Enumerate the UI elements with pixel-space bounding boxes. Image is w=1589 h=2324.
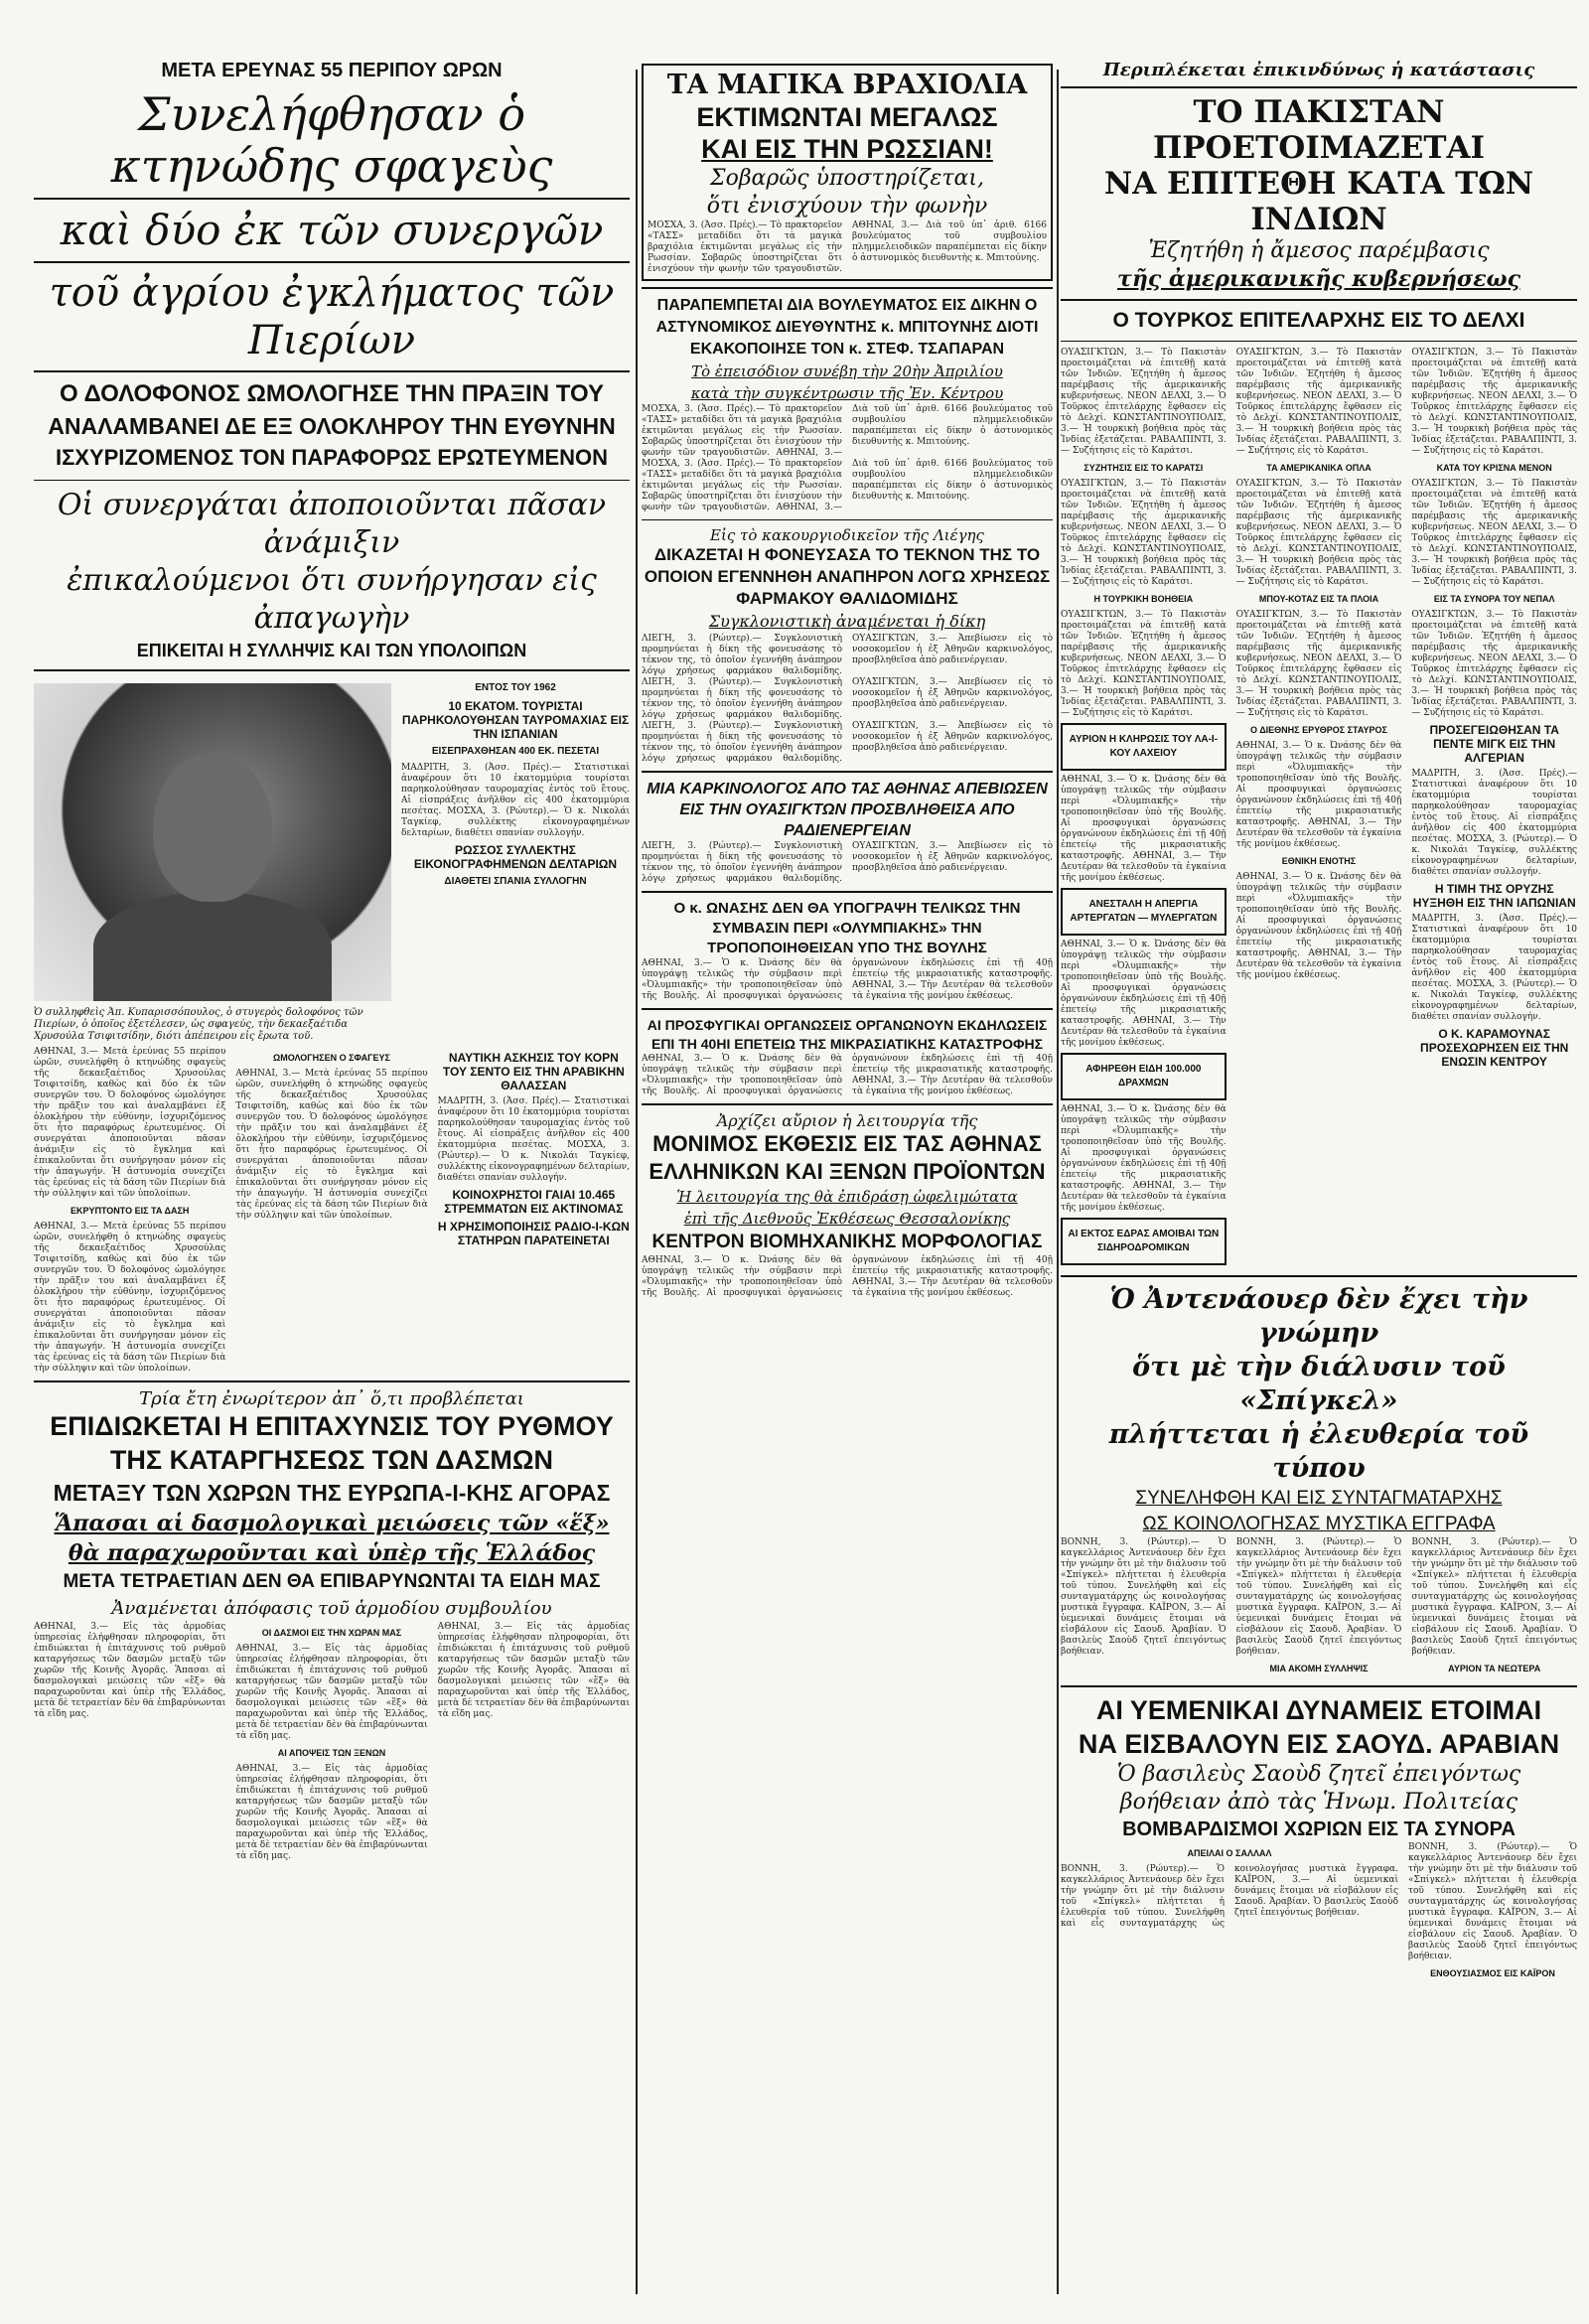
subhead-operation: Ἡ λειτουργία της θὰ ἐπιδράσῃ ὠφελιμώτατα (676, 1188, 1018, 1206)
photo-shirt (93, 892, 332, 1001)
tariff-body-2: ΑΘΗΝΑΙ, 3.— Εἰς τὰς ἁρμοδίας ὑπηρεσίας ἐλήφθησαν πληροφορίαι, ὅτι ἐπιδιώκεται ἡ ἐπιτάχυνσις τοῦ ρυθμοῦ καταργήσεως τῶν δασμῶν μεταξὺ τῶν χωρῶν τῆς Κοινῆς Ἀγορᾶς. Ἅπασαι αἱ δασμολογικαὶ μειώσεις τῶν «ἕξ» θὰ παραχωροῦνται καὶ ὑπὲρ τῆς Ἑλλάδος, μετὰ δὲ τετραετίαν δὲν θὰ ἐπιβαρύνωνται τὰ εἴδη μας. (235, 1644, 428, 1741)
side-headline-migs: ΠΡΟΣΕΓΕΙΩΘΗΣΑΝ ΤΑ ΠΕΝΤΕ ΜΙΓΚ ΕΙΣ ΤΗΝ ΑΛΓΕΡΙΑΝ (1429, 723, 1559, 765)
bracelets-body: ΜΟΣΧΑ, 3. (Ἀσσ. Πρές).— Τὸ πρακτορεῖον «ΤΑΣΣ» μεταδίδει ὅτι τὰ μαγικὰ βραχιόλια ἐκτιμῶνται μεγάλως εἰς τὴν Ρωσσίαν. Σοβαρῶς ὑποστηρίζεται ὅτι ἐνισχύουν τὴν φωνὴν τῶν τραγουδιστῶν. ΑΘΗΝΑΙ, 3.— Διὰ τοῦ ὑπ᾿ ἀριθ. 6166 βουλεύματος τοῦ συμβουλίου πλημμελειοδικῶν παραπέμπεται εἰς δίκην ὁ ἀστυνομικὸς διευθυντὴς κ. Μπιτούνης. (648, 220, 1047, 274)
photo-section (34, 677, 630, 1007)
column-middle (642, 60, 1053, 2304)
divider (34, 1380, 630, 1382)
divider (642, 1008, 1053, 1010)
subhead-gathering: κατὰ τὴν συγκέντρωσιν τῆς Ἐν. Κέντρου (690, 384, 1004, 402)
trial-body: ΛΙΕΓΗ, 3. (Ρώυτερ).— Συγκλονιστικὴ προμηνύεται ἡ δίκη τῆς φονευσάσης τὸ τέκνον της, τὸ ὁποῖον ἐγεννήθη ἀνάπηρον λόγῳ χρήσεως φαρμάκου θαλιδομίδης. ΟΥΑΣΙΓΚΤΩΝ, 3.— Ἀπεβίωσεν εἰς τὸ νοσοκομεῖον ἡ ἐξ Ἀθηνῶν καρκινολόγος, προσβληθεῖσα ἀπὸ ραδιενέργειαν. (642, 634, 1053, 676)
box-lottery-title: ΑΥΡΙΟΝ Η ΚΛΗΡΩΣΙΣ ΤΟΥ ΛΑ-Ι-ΚΟΥ ΛΑΧΕΙΟΥ (1069, 734, 1219, 759)
subhead-claim: ΙΣΧΥΡΙΖΟΜΕΝΟΣ ΤΟΝ ΠΑΡΑΦΟΡΩΣ ΕΡΩΤΕΥΜΕΝΟΝ (55, 445, 609, 470)
headline-tariffs-1: ΕΠΙΔΙΩΚΕΤΑΙ Η ΕΠΙΤΑΧΥΝΣΙΣ ΤΟΥ ΡΥΘΜΟΥ (50, 1411, 614, 1441)
minihead-foreign-views: ΑΙ ΑΠΟΨΕΙΣ ΤΩΝ ΞΕΝΩΝ (277, 1748, 386, 1758)
tariff-body-3: ΑΘΗΝΑΙ, 3.— Εἰς τὰς ἁρμοδίας ὑπηρεσίας ἐλήφθησαν πληροφορίαι, ὅτι ἐπιδιώκεται ἡ ἐπιτάχυνσις τοῦ ρυθμοῦ καταργήσεως τῶν δασμῶν μεταξὺ τῶν χωρῶν τῆς Κοινῆς Ἀγορᾶς. Ἅπασαι αἱ δασμολογικαὶ μειώσεις τῶν «ἕξ» θὰ παραχωροῦνται καὶ ὑπὲρ τῆς Ἑλλάδος, μετὰ δὲ τετραετίαν δὲν θὰ ἐπιβαρύνωνται τὰ εἴδη μας. (235, 1764, 428, 1861)
side-headline-collector: ΡΩΣΣΟΣ ΣΥΛΛΕΚΤΗΣ ΕΙΚΟΝΟΓΡΑΦΗΜΕΝΩΝ ΔΕΛΤΑΡΙΩΝ (413, 843, 618, 871)
tariff-body: ΑΘΗΝΑΙ, 3.— Εἰς τὰς ἁρμοδίας ὑπηρεσίας ἐλήφθησαν πληροφορίαι, ὅτι ἐπιδιώκεται ἡ ἐπιτάχυνσις τοῦ ρυθμοῦ καταργήσεως τῶν δασμῶν μεταξὺ τῶν χωρῶν τῆς Κοινῆς Ἀγορᾶς. Ἅπασαι αἱ δασμολογικαὶ μειώσεις τῶν «ἕξ» θὰ παραχωροῦνται καὶ ὑπὲρ τῆς Ἑλλάδος, μετὰ δὲ τετραετίαν δὲν θὰ ἐπιβαρύνωνται τὰ εἴδη μας. (34, 1622, 226, 1719)
subhead-trial: Συγκλονιστικὴ ἀναμένεται ἡ δίκη (708, 612, 986, 631)
headline-pakistan: ΤΟ ΠΑΚΙΣΤΑΝ ΠΡΟΕΤΟΙΜΑΖΕΤΑΙ (1152, 94, 1486, 166)
headline-products: ΕΛΛΗΝΙΚΩΝ ΚΑΙ ΞΕΝΩΝ ΠΡΟΪΟΝΤΩΝ (649, 1159, 1046, 1184)
adenauer-columns (1061, 1537, 1577, 1679)
pakistan-body-7: ΟΥΑΣΙΓΚΤΩΝ, 3.— Τὸ Πακιστὰν προετοιμάζεται νὰ ἐπιτεθῇ κατὰ τῶν Ἰνδιῶν. Ἐζητήθη ἡ ἄμεσος παρέμβασις τῆς ἀμερικανικῆς κυβερνήσεως. ΝΕΟΝ ΔΕΛΧΙ, 3.— Ὁ Τοῦρκος ἐπιτελάρχης ἔφθασεν εἰς τὸ Δελχί. ΚΩΝΣΤΑΝΤΙΝΟΥΠΟΛΙΣ, 3.— Ἡ τουρκικὴ βοήθεια πρὸς τὰς Ἰνδίας ἐξετάζεται. ΡΑΒΑΛΠΙΝΤΙ, 3.— Συζήτησις εἰς τὸ Καράτσι. (1411, 348, 1577, 456)
minihead-our-country: ΟΙ ΔΑΣΜΟΙ ΕΙΣ ΤΗΝ ΧΩΡΑΝ ΜΑΣ (261, 1628, 402, 1638)
tariff-body-4: ΑΘΗΝΑΙ, 3.— Εἰς τὰς ἁρμοδίας ὑπηρεσίας ἐλήφθησαν πληροφορίαι, ὅτι ἐπιδιώκεται ἡ ἐπιτάχυνσις τοῦ ρυθμοῦ καταργήσεως τῶν δασμῶν μεταξὺ τῶν χωρῶν τῆς Κοινῆς Ἀγορᾶς. Ἅπασαι αἱ δασμολογικαὶ μειώσεις τῶν «ἕξ» θὰ παραχωροῦνται καὶ ὑπὲρ τῆς Ἑλλάδος, μετὰ δὲ τετραετίαν δὲν θὰ ἐπιβαρύνωνται τὰ εἴδη μας. (437, 1622, 630, 1719)
divider (34, 480, 630, 481)
minihead-tomorrow: ΑΥΡΙΟΝ ΤΑ ΝΕΩΤΕΡΑ (1448, 1664, 1541, 1673)
kicker-complicated: Περιπλέκεται ἐπικινδύνως ἡ κατάστασις (1102, 60, 1535, 80)
subhead-seriously: Σοβαρῶς ὑποστηρίζεται, (710, 166, 984, 191)
headline-bombing: ΒΟΜΒΑΡΔΙΣΜΟΙ ΧΩΡΙΩΝ ΕΙΣ ΤΑ ΣΥΝΟΡΑ (1122, 1818, 1516, 1840)
theft-body: ΑΘΗΝΑΙ, 3.— Ὁ κ. Ὠνάσης δὲν θὰ ὑπογράψῃ τελικῶς τὴν σύμβασιν περὶ «Ὀλυμπιακῆς» τὴν τροποποιηθεῖσαν ὑπὸ τῆς Βουλῆς. Αἱ προσφυγικαὶ ὀργανώσεις ὀργανώνουν ἐκδηλώσεις ἐπὶ τῇ 40ῇ ἐπετείῳ τῆς μικρασιατικῆς καταστροφῆς. ΑΘΗΝΑΙ, 3.— Τὴν Δευτέραν θὰ τελεσθοῦν τὰ ἐγκαίνια τῆς μονίμου ἐκθέσεως. (1061, 1104, 1227, 1213)
headline-russia: ΚΑΙ ΕΙΣ ΤΗΝ ΡΩΣΣΙΑΝ! (701, 134, 993, 164)
divider (1061, 1685, 1577, 1687)
divider (34, 261, 630, 263)
box-strike-title: ΑΝΕΣΤΑΛΗ Η ΑΠΕΡΓΙΑ ΑΡΤΕΡΓΑΤΩΝ — ΜΥΛΕΡΓΑΤΩΝ (1070, 899, 1218, 924)
box-lottery (1061, 723, 1227, 771)
headline-arrest-3: τοῦ ἀγρίου ἐγκλήματος τῶν Πιερίων (49, 270, 615, 363)
headline-thalidomide: ΔΙΚΑΖΕΤΑΙ Η ΦΟΝΕΥΣΑΣΑ ΤΟ ΤΕΚΝΟΝ ΤΗΣ ΤΟ ΟΠΟΙΟΝ ΕΓΕΝΝΗΘΗ ΑΝΑΠΗΡΟΝ ΛΟΓΩ ΧΡΗΣΕΩΣ ΦΑΡΜΑΚΟΥ ΘΑΛΙΔΟΜΙΔΗΣ (644, 545, 1051, 608)
pakistan-body-5: ΟΥΑΣΙΓΚΤΩΝ, 3.— Τὸ Πακιστὰν προετοιμάζεται νὰ ἐπιτεθῇ κατὰ τῶν Ἰνδιῶν. Ἐζητήθη ἡ ἄμεσος παρέμβασις τῆς ἀμερικανικῆς κυβερνήσεως. ΝΕΟΝ ΔΕΛΧΙ, 3.— Ὁ Τοῦρκος ἐπιτελάρχης ἔφθασεν εἰς τὸ Δελχί. ΚΩΝΣΤΑΝΤΙΝΟΥΠΟΛΙΣ, 3.— Ἡ τουρκικὴ βοήθεια πρὸς τὰς Ἰνδίας ἐξετάζεται. ΡΑΒΑΛΠΙΝΤΙ, 3.— Συζήτησις εἰς τὸ Καράτσι. (1235, 479, 1402, 587)
headline-valued: ΕΚΤΙΜΩΝΤΑΙ ΜΕΓΑΛΩΣ (696, 102, 998, 132)
tariff-columns (34, 1622, 630, 1862)
divider (1061, 299, 1577, 301)
headline-turkish-chief: Ο ΤΟΥΡΚΟΣ ΕΠΙΤΕΛΑΡΧΗΣ ΕΙΣ ΤΟ ΔΕΛΧΙ (1112, 309, 1525, 332)
redcross-body: ΑΘΗΝΑΙ, 3.— Ὁ κ. Ὠνάσης δὲν θὰ ὑπογράψῃ τελικῶς τὴν σύμβασιν περὶ «Ὀλυμπιακῆς» τὴν τροποποιηθεῖσαν ὑπὸ τῆς Βουλῆς. Αἱ προσφυγικαὶ ὀργανώσεις ὀργανώνουν ἐκδηλώσεις ἐπὶ τῇ 40ῇ ἐπετείῳ τῆς μικρασιατικῆς καταστροφῆς. ΑΘΗΝΑΙ, 3.— Τὴν Δευτέραν θὰ τελεσθοῦν τὰ ἐγκαίνια τῆς μονίμου ἐκθέσεως. (1235, 741, 1402, 849)
migs-body: ΜΑΔΡΙΤΗ, 3. (Ἀσσ. Πρές).— Στατιστικαὶ ἀναφέρουν ὅτι 10 ἑκατομμύρια τουρίσται παρηκολούθησαν ταυρομαχίας ἐντὸς τοῦ ἔτους. Αἱ εἰσπράξεις ἀνῆλθον εἰς 400 ἑκατομμύρια πεσέτας. ΜΟΣΧΑ, 3. (Ρώυτερ).— Ὁ κ. Νικολάι Ταγκίεφ, συλλέκτης εἰκονογραφημένων δελταρίων, διαθέτει σπανίαν συλλογήν. (1411, 769, 1577, 877)
pakistan-body-4: ΟΥΑΣΙΓΚΤΩΝ, 3.— Τὸ Πακιστὰν προετοιμάζεται νὰ ἐπιτεθῇ κατὰ τῶν Ἰνδιῶν. Ἐζητήθη ἡ ἄμεσος παρέμβασις τῆς ἀμερικανικῆς κυβερνήσεως. ΝΕΟΝ ΔΕΛΧΙ, 3.— Ὁ Τοῦρκος ἐπιτελάρχης ἔφθασεν εἰς τὸ Δελχί. ΚΩΝΣΤΑΝΤΙΝΟΥΠΟΛΙΣ, 3.— Ἡ τουρκικὴ βοήθεια πρὸς τὰς Ἰνδίας ἐξετάζεται. ΡΑΒΑΛΠΙΝΤΙ, 3.— Συζήτησις εἰς τὸ Καράτσι. (1235, 348, 1402, 456)
kicker-liege: Εἰς τὸ κακουργιοδικεῖον τῆς Λιέγης (710, 526, 984, 544)
unity-body: ΑΘΗΝΑΙ, 3.— Ὁ κ. Ὠνάσης δὲν θὰ ὑπογράψῃ τελικῶς τὴν σύμβασιν περὶ «Ὀλυμπιακῆς» τὴν τροποποιηθεῖσαν ὑπὸ τῆς Βουλῆς. Αἱ προσφυγικαὶ ὀργανώσεις ὀργανώνουν ἐκδηλώσεις ἐπὶ τῇ 40ῇ ἐπετείῳ τῆς μικρασιατικῆς καταστροφῆς. ΑΘΗΝΑΙ, 3.— Τὴν Δευτέραν θὰ τελεσθοῦν τὰ ἐγκαίνια τῆς μονίμου ἐκθέσεως. (1235, 872, 1402, 980)
column-right (1061, 60, 1577, 2304)
yemen-body-2: ΒΟΝΝΗ, 3. (Ρώυτερ).— Ὁ καγκελλάριος Ἀντενάουερ δὲν ἔχει τὴν γνώμην ὅτι μὲ τὴν διάλυσιν τοῦ «Σπίγκελ» πλήττεται ἡ ἐλευθερία τοῦ τύπου. Συνελήφθη καὶ εἷς συνταγματάρχης ὡς κοινολογήσας μυστικὰ ἔγγραφα. ΚΑΪΡΟΝ, 3.— Αἱ ὑεμενικαὶ δυνάμεις ἕτοιμαι νὰ εἰσβάλουν εἰς Σαουδ. Ἀραβίαν. Ὁ βασιλεὺς Σαοὺδ ζητεῖ ἐπειγόντως βοήθειαν. (1408, 1842, 1577, 1961)
headline-press-freedom: πλήττεται ἡ ἐλευθερία τοῦ τύπου (1108, 1419, 1529, 1484)
yemen-columns (1061, 1842, 1577, 1984)
side-headline-rice: Η ΤΙΜΗ ΤΗΣ ΟΡΥΖΗΣ ΗΥΞΗΘΗ ΕΙΣ ΤΗΝ ΙΑΠΩΝΙΑΝ (1412, 882, 1576, 910)
pakistan-body-3: ΟΥΑΣΙΓΚΤΩΝ, 3.— Τὸ Πακιστὰν προετοιμάζεται νὰ ἐπιτεθῇ κατὰ τῶν Ἰνδιῶν. Ἐζητήθη ἡ ἄμεσος παρέμβασις τῆς ἀμερικανικῆς κυβερνήσεως. ΝΕΟΝ ΔΕΛΧΙ, 3.— Ὁ Τοῦρκος ἐπιτελάρχης ἔφθασεν εἰς τὸ Δελχί. ΚΩΝΣΤΑΝΤΙΝΟΥΠΟΛΙΣ, 3.— Ἡ τουρκικὴ βοήθεια πρὸς τὰς Ἰνδίας ἐξετάζεται. ΡΑΒΑΛΠΙΝΤΙ, 3.— Συζήτησις εἰς τὸ Καράτσι. (1061, 610, 1227, 718)
headline-tariffs-3: ΜΕΤΑΞΥ ΤΩΝ ΧΩΡΩΝ ΤΗΣ ΕΥΡΩΠΑ-Ι-ΚΗΣ ΑΓΟΡΑΣ (53, 1480, 611, 1506)
rice-body: ΜΑΔΡΙΤΗ, 3. (Ἀσσ. Πρές).— Στατιστικαὶ ἀναφέρουν ὅτι 10 ἑκατομμύρια τουρίσται παρηκολούθησαν ταυρομαχίας ἐντὸς τοῦ ἔτους. Αἱ εἰσπράξεις ἀνῆλθον εἰς 400 ἑκατομμύρια πεσέτας. ΜΟΣΧΑ, 3. (Ρώυτερ).— Ὁ κ. Νικολάι Ταγκίεφ, συλλέκτης εἰκονογραφημένων δελταρίων, διαθέτει σπανίαν συλλογήν. (1411, 914, 1577, 1022)
pakistan-body-9: ΟΥΑΣΙΓΚΤΩΝ, 3.— Τὸ Πακιστὰν προετοιμάζεται νὰ ἐπιτεθῇ κατὰ τῶν Ἰνδιῶν. Ἐζητήθη ἡ ἄμεσος παρέμβασις τῆς ἀμερικανικῆς κυβερνήσεως. ΝΕΟΝ ΔΕΛΧΙ, 3.— Ὁ Τοῦρκος ἐπιτελάρχης ἔφθασεν εἰς τὸ Δελχί. ΚΩΝΣΤΑΝΤΙΝΟΥΠΟΛΙΣ, 3.— Ἡ τουρκικὴ βοήθεια πρὸς τὰς Ἰνδίας ἐξετάζεται. ΡΑΒΑΛΠΙΝΤΙ, 3.— Συζήτησις εἰς τὸ Καράτσι. (1411, 610, 1577, 718)
divider (34, 669, 630, 671)
minihead-ships: ΜΠΟΥ-ΚΟΤΑΖ ΕΙΣ ΤΑ ΠΛΟΙΑ (1258, 594, 1379, 604)
box-theft-title: ΑΦΗΡΕΘΗ ΕΙΔΗ 100.000 ΔΡΑΧΜΩΝ (1085, 1064, 1202, 1089)
column-rule (1057, 70, 1059, 2294)
police-body-2: ΜΟΣΧΑ, 3. (Ἀσσ. Πρές).— Τὸ πρακτορεῖον «ΤΑΣΣ» μεταδίδει ὅτι τὰ μαγικὰ βραχιόλια ἐκτιμῶνται μεγάλως εἰς τὴν Ρωσσίαν. Σοβαρῶς ὑποστηρίζεται ὅτι ἐνισχύουν τὴν φωνὴν τῶν τραγουδιστῶν. ΑΘΗΝΑΙ, 3.— Διὰ τοῦ ὑπ᾿ ἀριθ. 6166 βουλεύματος τοῦ συμβουλίου πλημμελειοδικῶν παραπέμπεται εἰς δίκην ὁ ἀστυνομικὸς διευθυντὴς κ. Μπιτούνης. (642, 459, 1053, 512)
trial-body-2: ΛΙΕΓΗ, 3. (Ρώυτερ).— Συγκλονιστικὴ προμηνύεται ἡ δίκη τῆς φονευσάσης τὸ τέκνον της, τὸ ὁποῖον ἐγεννήθη ἀνάπηρον λόγῳ χρήσεως φαρμάκου θαλιδομίδης. ΟΥΑΣΙΓΚΤΩΝ, 3.— Ἀπεβίωσεν εἰς τὸ νοσοκομεῖον ἡ ἐξ Ἀθηνῶν καρκινολόγος, προσβληθεῖσα ἀπὸ ραδιενέργειαν. (642, 677, 1053, 720)
pakistan-body: ΟΥΑΣΙΓΚΤΩΝ, 3.— Τὸ Πακιστὰν προετοιμάζεται νὰ ἐπιτεθῇ κατὰ τῶν Ἰνδιῶν. Ἐζητήθη ἡ ἄμεσος παρέμβασις τῆς ἀμερικανικῆς κυβερνήσεως. ΝΕΟΝ ΔΕΛΧΙ, 3.— Ὁ Τοῦρκος ἐπιτελάρχης ἔφθασεν εἰς τὸ Δελχί. ΚΩΝΣΤΑΝΤΙΝΟΥΠΟΛΙΣ, 3.— Ἡ τουρκικὴ βοήθεια πρὸς τὰς Ἰνδίας ἐξετάζεται. ΡΑΒΑΛΠΙΝΤΙ, 3.— Συζήτησις εἰς τὸ Καράτσι. (1061, 348, 1227, 456)
subhead-greece: θὰ παραχωροῦνται καὶ ὑπὲρ τῆς Ἑλλάδος (68, 1540, 596, 1566)
minihead-confessed: ΩΜΟΛΟΓΗΣΕΝ Ο ΣΦΑΓΕΥΣ (273, 1053, 390, 1063)
subhead-responsibility: ΑΝΑΛΑΜΒΑΝΕΙ ΔΕ ΕΞ ΟΛΟΚΛΗΡΟΥ ΤΗΝ ΕΥΘΥΝΗΝ (48, 413, 616, 439)
divider (642, 771, 1053, 773)
minihead-red-cross: Ο ΔΙΕΘΝΗΣ ΕΡΥΘΡΟΣ ΣΤΑΥΡΟΣ (1250, 725, 1387, 735)
minihead-forests: ΕΚΡΥΠΤΟΝΤΟ ΕΙΣ ΤΑ ΔΑΣΗ (70, 1206, 190, 1216)
side-body: ΜΑΔΡΙΤΗ, 3. (Ἀσσ. Πρές).— Στατιστικαὶ ἀναφέρουν ὅτι 10 ἑκατομμύρια τουρίσται παρηκολούθησαν ταυρομαχίας ἐντὸς τοῦ ἔτους. Αἱ εἰσπράξεις ἀνῆλθον εἰς 400 ἑκατομμύρια πεσέτας. ΜΟΣΧΑ, 3. (Ρώυτερ).— Ὁ κ. Νικολάι Ταγκίεφ, συλλέκτης εἰκονογραφημένων δελταρίων, διαθέτει σπανίαν συλλογήν. (401, 763, 630, 838)
minihead-enthusiasm: ΕΝΘΟΥΣΙΑΣΜΟΣ ΕΙΣ ΚΑΪΡΟΝ (1430, 1968, 1555, 1978)
subhead-pending: ΕΠΙΚΕΙΤΑΙ Η ΣΥΛΛΗΨΙΣ ΚΑΙ ΤΩΝ ΥΠΟΛΟΙΠΩΝ (136, 641, 527, 660)
subhead-accomplices: Οἱ συνεργάται ἀποποιοῦνται πᾶσαν ἀνάμιξιν (57, 488, 607, 560)
headline-police-director: ΠΑΡΑΠΕΜΠΕΤΑΙ ΔΙΑ ΒΟΥΛΕΥΜΑΤΟΣ ΕΙΣ ΔΙΚΗΝ Ο ΑΣΤΥΝΟΜΙΚΟΣ ΔΙΕΥΘΥΝΤΗΣ κ. ΜΠΙΤΟΥΝΗΣ ΔΙΟΤΙ ΕΚΑΚΟΠΟΙΗΣΕ ΤΟΝ κ. ΣΤΕΦ. ΤΣΑΠΑΡΑΝ (655, 297, 1039, 358)
headline-yemen: ΑΙ ΥΕΜΕΝΙΚΑΙ ΔΥΝΑΜΕΙΣ ΕΤΟΙΜΑΙ (1095, 1695, 1542, 1725)
photo-face (153, 753, 272, 902)
adenauer-body-2: ΒΟΝΝΗ, 3. (Ρώυτερ).— Ὁ καγκελλάριος Ἀντενάουερ δὲν ἔχει τὴν γνώμην ὅτι μὲ τὴν διάλυσιν τοῦ «Σπίγκελ» πλήττεται ἡ ἐλευθερία τοῦ τύπου. Συνελήφθη καὶ εἷς συνταγματάρχης ὡς κοινολογήσας μυστικὰ ἔγγραφα. ΚΑΪΡΟΝ, 3.— Αἱ ὑεμενικαὶ δυνάμεις ἕτοιμαι νὰ εἰσβάλουν εἰς Σαουδ. Ἀραβίαν. Ὁ βασιλεὺς Σαοὺδ ζητεῖ ἐπειγόντως βοήθειαν. (1235, 1537, 1402, 1657)
headline-attack: ΝΑ ΕΠΙΤΕΘΗ ΚΑΤΑ ΤΩΝ ΙΝΔΙΩΝ (1103, 166, 1534, 237)
subhead-secret-docs: ΩΣ ΚΟΙΝΟΛΟΓΗΣΑΣ ΜΥΣΤΙΚΑ ΕΓΓΡΑΦΑ (1142, 1514, 1496, 1534)
story-columns (34, 1047, 630, 1375)
onassis-body: ΑΘΗΝΑΙ, 3.— Ὁ κ. Ὠνάσης δὲν θὰ ὑπογράψῃ τελικῶς τὴν σύμβασιν περὶ «Ὀλυμπιακῆς» τὴν τροποποιηθεῖσαν ὑπὸ τῆς Βουλῆς. Αἱ προσφυγικαὶ ὀργανώσεις ὀργανώνουν ἐκδηλώσεις ἐπὶ τῇ 40ῇ ἐπετείῳ τῆς μικρασιατικῆς καταστροφῆς. ΑΘΗΝΑΙ, 3.— Τὴν Δευτέραν θὰ τελεσθοῦν τὰ ἐγκαίνια τῆς μονίμου ἐκθέσεως. (642, 958, 1053, 1001)
strike-body: ΑΘΗΝΑΙ, 3.— Ὁ κ. Ὠνάσης δὲν θὰ ὑπογράψῃ τελικῶς τὴν σύμβασιν περὶ «Ὀλυμπιακῆς» τὴν τροποποιηθεῖσαν ὑπὸ τῆς Βουλῆς. Αἱ προσφυγικαὶ ὀργανώσεις ὀργανώνουν ἐκδηλώσεις ἐπὶ τῇ 40ῇ ἐπετείῳ τῆς μικρασιατικῆς καταστροφῆς. ΑΘΗΝΑΙ, 3.— Τὴν Δευτέραν θὰ τελεσθοῦν τὰ ἐγκαίνια τῆς μονίμου ἐκθέσεως. (1061, 940, 1227, 1048)
adenauer-body-3: ΒΟΝΝΗ, 3. (Ρώυτερ).— Ὁ καγκελλάριος Ἀντενάουερ δὲν ἔχει τὴν γνώμην ὅτι μὲ τὴν διάλυσιν τοῦ «Σπίγκελ» πλήττεται ἡ ἐλευθερία τοῦ τύπου. Συνελήφθη καὶ εἷς συνταγματάρχης ὡς κοινολογήσας μυστικὰ ἔγγραφα. ΚΑΪΡΟΝ, 3.— Αἱ ὑεμενικαὶ δυνάμεις ἕτοιμαι νὰ εἰσβάλουν εἰς Σαουδ. Ἀραβίαν. Ὁ βασιλεὺς Σαοὺδ ζητεῖ ἐπειγόντως βοήθειαν. (1411, 1537, 1577, 1657)
pakistan-body-2: ΟΥΑΣΙΓΚΤΩΝ, 3.— Τὸ Πακιστὰν προετοιμάζεται νὰ ἐπιτεθῇ κατὰ τῶν Ἰνδιῶν. Ἐζητήθη ἡ ἄμεσος παρέμβασις τῆς ἀμερικανικῆς κυβερνήσεως. ΝΕΟΝ ΔΕΛΧΙ, 3.— Ὁ Τοῦρκος ἐπιτελάρχης ἔφθασεν εἰς τὸ Δελχί. ΚΩΝΣΤΑΝΤΙΝΟΥΠΟΛΙΣ, 3.— Ἡ τουρκικὴ βοήθεια πρὸς τὰς Ἰνδίας ἐξετάζεται. ΡΑΒΑΛΠΙΝΤΙ, 3.— Συζήτησις εἰς τὸ Καράτσι. (1061, 479, 1227, 587)
divider (1061, 341, 1577, 342)
box-theft (1061, 1053, 1227, 1100)
divider (34, 370, 630, 372)
divider (34, 198, 630, 200)
kicker-search: ΜΕΤΑ ΕΡΕΥΝΑΣ 55 ΠΕΡΙΠΟΥ ΩΡΩΝ (161, 60, 503, 81)
subhead-incident: Τὸ ἐπεισόδιον συνέβη τὴν 20ὴν Ἀπριλίου (691, 363, 1003, 380)
trial-body-3: ΛΙΕΓΗ, 3. (Ρώυτερ).— Συγκλονιστικὴ προμηνύεται ἡ δίκη τῆς φονευσάσης τὸ τέκνον της, τὸ ὁποῖον ἐγεννήθη ἀνάπηρον λόγῳ χρήσεως φαρμάκου θαλιδομίδης. ΟΥΑΣΙΓΚΤΩΝ, 3.— Ἀπεβίωσεν εἰς τὸ νοσοκομεῖον ἡ ἐξ Ἀθηνῶν καρκινολόγος, προσβληθεῖσα ἀπὸ ραδιενέργειαν. (642, 721, 1053, 764)
pakistan-body-6: ΟΥΑΣΙΓΚΤΩΝ, 3.— Τὸ Πακιστὰν προετοιμάζεται νὰ ἐπιτεθῇ κατὰ τῶν Ἰνδιῶν. Ἐζητήθη ἡ ἄμεσος παρέμβασις τῆς ἀμερικανικῆς κυβερνήσεως. ΝΕΟΝ ΔΕΛΧΙ, 3.— Ὁ Τοῦρκος ἐπιτελάρχης ἔφθασεν εἰς τὸ Δελχί. ΚΩΝΣΤΑΝΤΙΝΟΥΠΟΛΙΣ, 3.— Ἡ τουρκικὴ βοήθεια πρὸς τὰς Ἰνδίας ἐξετάζεται. ΡΑΒΑΛΠΙΝΤΙ, 3.— Συζήτησις εἰς τὸ Καράτσι. (1235, 610, 1402, 718)
minihead-nepal: ΕΙΣ ΤΑ ΣΥΝΟΡΑ ΤΟΥ ΝΕΠΑΛ (1433, 594, 1555, 604)
side-headline-naval: ΝΑΥΤΙΚΗ ΑΣΚΗΣΙΣ ΤΟΥ ΚΟΡΝ ΤΟΥ ΣΕΝΤΟ ΕΙΣ ΤΗΝ ΑΡΑΒΙΚΗΝ ΘΑΛΑΣΣΑΝ (442, 1051, 625, 1092)
headline-saudi: ΝΑ ΕΙΣΒΑΛΟΥΝ ΕΙΣ ΣΑΟΥΔ. ΑΡΑΒΙΑΝ (1078, 1729, 1560, 1759)
subhead-us-aid: βοήθειαν ἀπὸ τὰς Ἡνωμ. Πολιτείας (1119, 1790, 1518, 1815)
photo-caption: Ὁ συλληφθεὶς Ἀπ. Κυπαρισσόπουλος, ὁ στυγερὸς δολοφόνος τῶν Πιερίων, ὁ ὁποῖος ἐξετέλεσεν, ὡς σφαγεύς, τὴν δεκαεξαέτιδα Χρυσούλα Τσιφιτσίδην, διότι ἀπέπειρου εἰς ἔρωτα τοῦ. (34, 1007, 363, 1042)
headline-onassis: Ο κ. ΩΝΑΣΗΣ ΔΕΝ ΘΑ ΥΠΟΓΡΑΨΗ ΤΕΛΙΚΩΣ ΤΗΝ ΣΥΜΒΑΣΙΝ ΠΕΡΙ «ΟΛΥΜΠΙΑΚΗΣ» ΤΗΝ ΤΡΟΠΟΠΟΙΗΘΕΙΣΑΝ ΥΠΟ ΤΗΣ ΒΟΥΛΗΣ (673, 900, 1021, 956)
column-rule (636, 70, 638, 2294)
kicker-exhibition: Ἀρχίζει αὔριον ἡ λειτουργία τῆς (716, 1111, 978, 1130)
divider (642, 1103, 1053, 1105)
subhead-decision: Ἀναμένεται ἀπόφασις τοῦ ἁρμοδίου συμβουλίου (111, 1598, 552, 1619)
suspect-photo (34, 683, 391, 1001)
subhead-saud: Ὁ βασιλεὺς Σαοὺδ ζητεῖ ἐπειγόντως (1116, 1762, 1521, 1787)
story-body-2: ΑΘΗΝΑΙ, 3.— Μετὰ ἐρεύνας 55 περίπου ὡρῶν, συνελήφθη ὁ κτηνώδης σφαγεὺς τῆς δεκαεξαέτιδος Χρυσούλας Τσιφιτσίδη, καθὼς καὶ δύο ἐκ τῶν συνεργῶν του. Ὁ δολοφόνος ὡμολόγησε τὴν πρᾶξιν του καὶ ἀναλαμβάνει ἐξ ὁλοκλήρου τὴν εὐθύνην, ἰσχυριζόμενος ὅτι ἦτο παραφόρως ἐρωτευμένος. Οἱ συνεργάται ἀποποιοῦνται πᾶσαν ἀνάμιξιν εἰς τὸ ἔγκλημα καὶ ἐπικαλοῦνται ὅτι συνήργησαν μόνον εἰς τὴν ἀπαγωγήν. Ἡ ἀστυνομία συνεχίζει τὰς ἐρεύνας εἰς τὰ δάση τῶν Πιερίων διὰ τὴν σύλληψιν καὶ τῶν ὑπολοίπων. (34, 1222, 226, 1374)
column-left (34, 60, 630, 2304)
divider (1061, 86, 1577, 88)
box-bracelets (642, 64, 1053, 281)
box-rail-title: ΑΙ ΕΚΤΟΣ ΕΔΡΑΣ ΑΜΟΙΒΑΙ ΤΩΝ ΣΙΔΗΡΟΔΡΟΜΙΚΩΝ (1068, 1229, 1220, 1253)
headline-arrest-2: καὶ δύο ἐκ τῶν συνεργῶν (60, 206, 604, 254)
headline-refugees: ΑΙ ΠΡΟΣΦΥΓΙΚΑΙ ΟΡΓΑΝΩΣΕΙΣ ΟΡΓΑΝΩΝΟΥΝ ΕΚΔΗΛΩΣΕΙΣ ΕΠΙ ΤΗ 40ΗΙ ΕΠΕΤΕΙΩ ΤΗΣ ΜΙΚΡΑΣΙΑΤΙΚΗΣ ΚΑΤΑΣΤΡΟΦΗΣ (647, 1017, 1048, 1052)
lottery-body: ΑΘΗΝΑΙ, 3.— Ὁ κ. Ὠνάσης δὲν θὰ ὑπογράψῃ τελικῶς τὴν σύμβασιν περὶ «Ὀλυμπιακῆς» τὴν τροποποιηθεῖσαν ὑπὸ τῆς Βουλῆς. Αἱ προσφυγικαὶ ὀργανώσεις ὀργανώνουν ἐκδηλώσεις ἐπὶ τῇ 40ῇ ἐπετείῳ τῆς μικρασιατικῆς καταστροφῆς. ΑΘΗΝΑΙ, 3.— Τὴν Δευτέραν θὰ τελεσθοῦν τὰ ἐγκαίνια τῆς μονίμου ἐκθέσεως. (1061, 775, 1227, 883)
divider (1061, 1275, 1577, 1277)
subhead-us-government: τῆς ἀμερικανικῆς κυβερνήσεως (1117, 266, 1520, 292)
minihead-turkish-aid: Η ΤΟΥΡΚΙΚΗ ΒΟΗΘΕΙΑ (1093, 594, 1194, 604)
minihead-karachi: ΣΥΖΗΤΗΣΙΣ ΕΙΣ ΤΟ ΚΑΡΑΤΣΙ (1083, 463, 1204, 473)
kicker-three-years: Τρία ἔτη ἐνωρίτερον ἀπ᾿ ὅ,τι προβλέπεται (139, 1388, 524, 1409)
headline-exhibition: ΜΟΝΙΜΟΣ ΕΚΘΕΣΙΣ ΕΙΣ ΤΑΣ ΑΘΗΝΑΣ (652, 1131, 1042, 1156)
side-subhead-pesetas: ΕΙΣΕΠΡΑΧΘΗΣΑΝ 400 ΕΚ. ΠΕΣΕΤΑΙ (431, 746, 600, 757)
headline-tariffs-2: ΤΗΣ ΚΑΤΑΡΓΗΣΕΩΣ ΤΩΝ ΔΑΣΜΩΝ (109, 1445, 554, 1475)
adenauer-body: ΒΟΝΝΗ, 3. (Ρώυτερ).— Ὁ καγκελλάριος Ἀντενάουερ δὲν ἔχει τὴν γνώμην ὅτι μὲ τὴν διάλυσιν τοῦ «Σπίγκελ» πλήττεται ἡ ἐλευθερία τοῦ τύπου. Συνελήφθη καὶ εἷς συνταγματάρχης ὡς κοινολογήσας μυστικὰ ἔγγραφα. ΚΑΪΡΟΝ, 3.— Αἱ ὑεμενικαὶ δυνάμεις ἕτοιμαι νὰ εἰσβάλουν εἰς Σαουδ. Ἀραβίαν. Ὁ βασιλεὺς Σαοὺδ ζητεῖ ἐπειγόντως βοήθειαν. (1061, 1537, 1227, 1657)
story-body: ΑΘΗΝΑΙ, 3.— Μετὰ ἐρεύνας 55 περίπου ὡρῶν, συνελήφθη ὁ κτηνώδης σφαγεὺς τῆς δεκαεξαέτιδος Χρυσούλας Τσιφιτσίδη, καθὼς καὶ δύο ἐκ τῶν συνεργῶν του. Ὁ δολοφόνος ὡμολόγησε τὴν πρᾶξιν του καὶ ἀναλαμβάνει ἐξ ὁλοκλήρου τὴν εὐθύνην, ἰσχυριζόμενος ὅτι ἦτο παραφόρως ἐρωτευμένος. Οἱ συνεργάται ἀποποιοῦνται πᾶσαν ἀνάμιξιν εἰς τὸ ἔγκλημα καὶ ἐπικαλοῦνται ὅτι συνήργησαν μόνον εἰς τὴν ἀπαγωγήν. Ἡ ἀστυνομία συνεχίζει τὰς ἐρεύνας εἰς τὰ δάση τῶν Πιερίων διὰ τὴν σύλληψιν καὶ τῶν ὑπολοίπων. (34, 1047, 226, 1199)
side-kicker: ΕΝΤΟΣ ΤΟΥ 1962 (475, 682, 556, 693)
headline-adenauer: Ὁ Ἀντενάουερ δὲν ἔχει τὴν γνώμην (1109, 1284, 1528, 1349)
headline-oncologist: ΜΙΑ ΚΑΡΚΙΝΟΛΟΓΟΣ ΑΠΟ ΤΑΣ ΑΘΗΝΑΣ ΑΠΕΒΙΩΣΕΝ ΕΙΣ ΤΗΝ ΟΥΑΣΙΓΚΤΩΝ ΠΡΟΣΒΛΗΘΕΙΣΑ ΑΠΟ ΡΑΔΙΕΝΕΡΓΕΙΑΝ (647, 781, 1048, 839)
side-subhead-collection: ΔΙΑΘΕΤΕΙ ΣΠΑΝΙΑ ΣΥΛΛΟΓΗΝ (444, 876, 587, 887)
pakistan-body-8: ΟΥΑΣΙΓΚΤΩΝ, 3.— Τὸ Πακιστὰν προετοιμάζεται νὰ ἐπιτεθῇ κατὰ τῶν Ἰνδιῶν. Ἐζητήθη ἡ ἄμεσος παρέμβασις τῆς ἀμερικανικῆς κυβερνήσεως. ΝΕΟΝ ΔΕΛΧΙ, 3.— Ὁ Τοῦρκος ἐπιτελάρχης ἔφθασεν εἰς τὸ Δελχί. ΚΩΝΣΤΑΝΤΙΝΟΥΠΟΛΙΣ, 3.— Ἡ τουρκικὴ βοήθεια πρὸς τὰς Ἰνδίας ἐξετάζεται. ΡΑΒΑΛΠΙΝΤΙ, 3.— Συζήτησις εἰς τὸ Καράτσι. (1411, 479, 1577, 587)
headline-industrial: ΚΕΝΤΡΟΝ ΒΙΟΜΗΧΑΝΙΚΗΣ ΜΟΡΦΟΛΟΓΙΑΣ (651, 1232, 1043, 1252)
minihead-us-arms: ΤΑ ΑΜΕΡΙΚΑΝΙΚΑ ΟΠΛΑ (1266, 463, 1372, 473)
subhead-four-years: ΜΕΤΑ ΤΕΤΡΑΕΤΙΑΝ ΔΕΝ ΘΑ ΕΠΙΒΑΡΥΝΩΝΤΑΙ ΤΑ ΕΙΔΗ ΜΑΣ (63, 1571, 601, 1592)
box-rail (1061, 1218, 1227, 1265)
divider (642, 891, 1053, 893)
box-strike (1061, 888, 1227, 936)
story-body-3: ΑΘΗΝΑΙ, 3.— Μετὰ ἐρεύνας 55 περίπου ὡρῶν, συνελήφθη ὁ κτηνώδης σφαγεὺς τῆς δεκαεξαέτιδος Χρυσούλας Τσιφιτσίδη, καθὼς καὶ δύο ἐκ τῶν συνεργῶν του. Ὁ δολοφόνος ὡμολόγησε τὴν πρᾶξιν του καὶ ἀναλαμβάνει ἐξ ὁλοκλήρου τὴν εὐθύνην, ἰσχυριζόμενος ὅτι ἦτο παραφόρως ἐρωτευμένος. Οἱ συνεργάται ἀποποιοῦνται πᾶσαν ἀνάμιξιν εἰς τὸ ἔγκλημα καὶ ἐπικαλοῦνται ὅτι συνήργησαν μόνον εἰς τὴν ἀπαγωγήν. Ἡ ἀστυνομία συνεχίζει τὰς ἐρεύνας εἰς τὰ δάση τῶν Πιερίων διὰ τὴν σύλληψιν καὶ τῶν ὑπολοίπων. (235, 1069, 428, 1221)
subhead-intervention: Ἐζητήθη ἡ ἄμεσος παρέμβασις (1148, 238, 1490, 263)
side-headline-tourists: 10 ΕΚΑΤΟΜ. ΤΟΥΡΙΣΤΑΙ ΠΑΡΗΚΟΛΟΥΘΗΣΑΝ ΤΑΥΡΟΜΑΧΙΑΣ ΕΙΣ ΤΗΝ ΙΣΠΑΝΙΑΝ (401, 699, 630, 741)
subhead-six: Ἅπασαι αἱ δασμολογικαὶ μειώσεις τῶν «ἕξ» (54, 1511, 610, 1536)
subhead-confess: Ο ΔΟΛΟΦΟΝΟΣ ΩΜΟΛΟΓΗΣΕ ΤΗΝ ΠΡΑΞΙΝ ΤΟΥ (60, 380, 604, 407)
police-body: ΜΟΣΧΑ, 3. (Ἀσσ. Πρές).— Τὸ πρακτορεῖον «ΤΑΣΣ» μεταδίδει ὅτι τὰ μαγικὰ βραχιόλια ἐκτιμῶνται μεγάλως εἰς τὴν Ρωσσίαν. Σοβαρῶς ὑποστηρίζεται ὅτι ἐνισχύουν τὴν φωνὴν τῶν τραγουδιστῶν. ΑΘΗΝΑΙ, 3.— Διὰ τοῦ ὑπ᾿ ἀριθ. 6166 βουλεύματος τοῦ συμβουλίου πλημμελειοδικῶν παραπέμπεται εἰς δίκην ὁ ἀστυνομικὸς διευθυντὴς κ. Μπιτούνης. (642, 404, 1053, 458)
minihead-krishna: ΚΑΤΑ ΤΟΥ ΚΡΙΣΝΑ ΜΕΝΟΝ (1436, 463, 1552, 473)
refugees-body: ΑΘΗΝΑΙ, 3.— Ὁ κ. Ὠνάσης δὲν θὰ ὑπογράψῃ τελικῶς τὴν σύμβασιν περὶ «Ὀλυμπιακῆς» τὴν τροποποιηθεῖσαν ὑπὸ τῆς Βουλῆς. Αἱ προσφυγικαὶ ὀργανώσεις ὀργανώνουν ἐκδηλώσεις ἐπὶ τῇ 40ῇ ἐπετείῳ τῆς μικρασιατικῆς καταστροφῆς. ΑΘΗΝΑΙ, 3.— Τὴν Δευτέραν θὰ τελεσθοῦν τὰ ἐγκαίνια τῆς μονίμου ἐκθέσεως. (642, 1054, 1053, 1096)
yemen-body: ΒΟΝΝΗ, 3. (Ρώυτερ).— Ὁ καγκελλάριος Ἀντενάουερ δὲν ἔχει τὴν γνώμην ὅτι μὲ τὴν διάλυσιν τοῦ «Σπίγκελ» πλήττεται ἡ ἐλευθερία τοῦ τύπου. Συνελήφθη καὶ εἷς συνταγματάρχης ὡς κοινολογήσας μυστικὰ ἔγγραφα. ΚΑΪΡΟΝ, 3.— Αἱ ὑεμενικαὶ δυνάμεις ἕτοιμαι νὰ εἰσβάλουν εἰς Σαουδ. Ἀραβίαν. Ὁ βασιλεὺς Σαοὺδ ζητεῖ ἐπειγόντως βοήθειαν. (1061, 1864, 1398, 1929)
minihead-national-unity: ΕΘΝΙΚΗ ΕΝΟΤΗΣ (1281, 856, 1357, 866)
headline-arrest: Συνελήφθησαν ὁ κτηνώδης σφαγεὺς (110, 87, 553, 193)
headline-bracelets: ΤΑ ΜΑΓΙΚΑ ΒΡΑΧΙΟΛΙΑ (666, 70, 1028, 100)
subhead-voice: ὅτι ἐνισχύουν τὴν φωνὴν (706, 194, 988, 218)
subhead-colonel: ΣΥΝΕΛΗΦΘΗ ΚΑΙ ΕΙΣ ΣΥΝΤΑΓΜΑΤΑΡΧΗΣ (1135, 1488, 1503, 1509)
side-body-naval: ΜΑΔΡΙΤΗ, 3. (Ἀσσ. Πρές).— Στατιστικαὶ ἀναφέρουν ὅτι 10 ἑκατομμύρια τουρίσται παρηκολούθησαν ταυρομαχίας ἐντὸς τοῦ ἔτους. Αἱ εἰσπράξεις ἀνῆλθον εἰς 400 ἑκατομμύρια πεσέτας. ΜΟΣΧΑ, 3. (Ρώυτερ).— Ὁ κ. Νικολάι Ταγκίεφ, συλλέκτης εἰκονογραφημένων δελταρίων, διαθέτει σπανίαν συλλογήν. (437, 1096, 630, 1183)
minihead-sallal: ΑΠΕΙΛΑΙ Ο ΣΑΛΛΑΛ (1187, 1848, 1272, 1858)
minihead-another-arrest: ΜΙΑ ΑΚΟΜΗ ΣΥΛΛΗΨΙΣ (1269, 1664, 1369, 1673)
side-headline-lands: ΚΟΙΝΟΧΡΗΣΤΟΙ ΓΑΙΑΙ 10.465 ΣΤΡΕΜΜΑΤΩΝ ΕΙΣ ΑΚΤΙΝΟΜΑΣ (444, 1188, 624, 1216)
oncologist-body: ΛΙΕΓΗ, 3. (Ρώυτερ).— Συγκλονιστικὴ προμηνύεται ἡ δίκη τῆς φονευσάσης τὸ τέκνον της, τὸ ὁποῖον ἐγεννήθη ἀνάπηρον λόγῳ χρήσεως φαρμάκου θαλιδομίδης. ΟΥΑΣΙΓΚΤΩΝ, 3.— Ἀπεβίωσεν εἰς τὸ νοσοκομεῖον ἡ ἐξ Ἀθηνῶν καρκινολόγος, προσβληθεῖσα ἀπὸ ραδιενέργειαν. (642, 841, 1053, 884)
divider (642, 287, 1053, 289)
headline-spiegel: ὅτι μὲ τὴν διάλυσιν τοῦ «Σπίγκελ» (1132, 1352, 1506, 1416)
pakistan-columns (1061, 348, 1577, 1269)
side-headline-radio: Η ΧΡΗΣΙΜΟΠΟΙΗΣΙΣ ΡΑΔΙΟ-Ι-ΚΩΝ ΣΤΑΤΗΡΩΝ ΠΑΡΑΤΕΙΝΕΤΑΙ (437, 1220, 630, 1247)
subhead-abduction: ἐπικαλούμενοι ὅτι συνήργησαν εἰς ἀπαγωγὴν (67, 563, 597, 636)
exhibition-body: ΑΘΗΝΑΙ, 3.— Ὁ κ. Ὠνάσης δὲν θὰ ὑπογράψῃ τελικῶς τὴν σύμβασιν περὶ «Ὀλυμπιακῆς» τὴν τροποποιηθεῖσαν ὑπὸ τῆς Βουλῆς. Αἱ προσφυγικαὶ ὀργανώσεις ὀργανώνουν ἐκδηλώσεις ἐπὶ τῇ 40ῇ ἐπετείῳ τῆς μικρασιατικῆς καταστροφῆς. ΑΘΗΝΑΙ, 3.— Τὴν Δευτέραν θὰ τελεσθοῦν τὰ ἐγκαίνια τῆς μονίμου ἐκθέσεως. (642, 1255, 1053, 1298)
divider (642, 519, 1053, 520)
subhead-thessaloniki: ἐπὶ τῆς Διεθνοῦς Ἐκθέσεως Θεσσαλονίκης (683, 1210, 1011, 1228)
side-headline-karamounas: Ο Κ. ΚΑΡΑΜΟΥΝΑΣ ΠΡΟΣΕΧΩΡΗΣΕΝ ΕΙΣ ΤΗΝ ΕΝΩΣΙΝ ΚΕΝΤΡΟΥ (1420, 1027, 1569, 1069)
